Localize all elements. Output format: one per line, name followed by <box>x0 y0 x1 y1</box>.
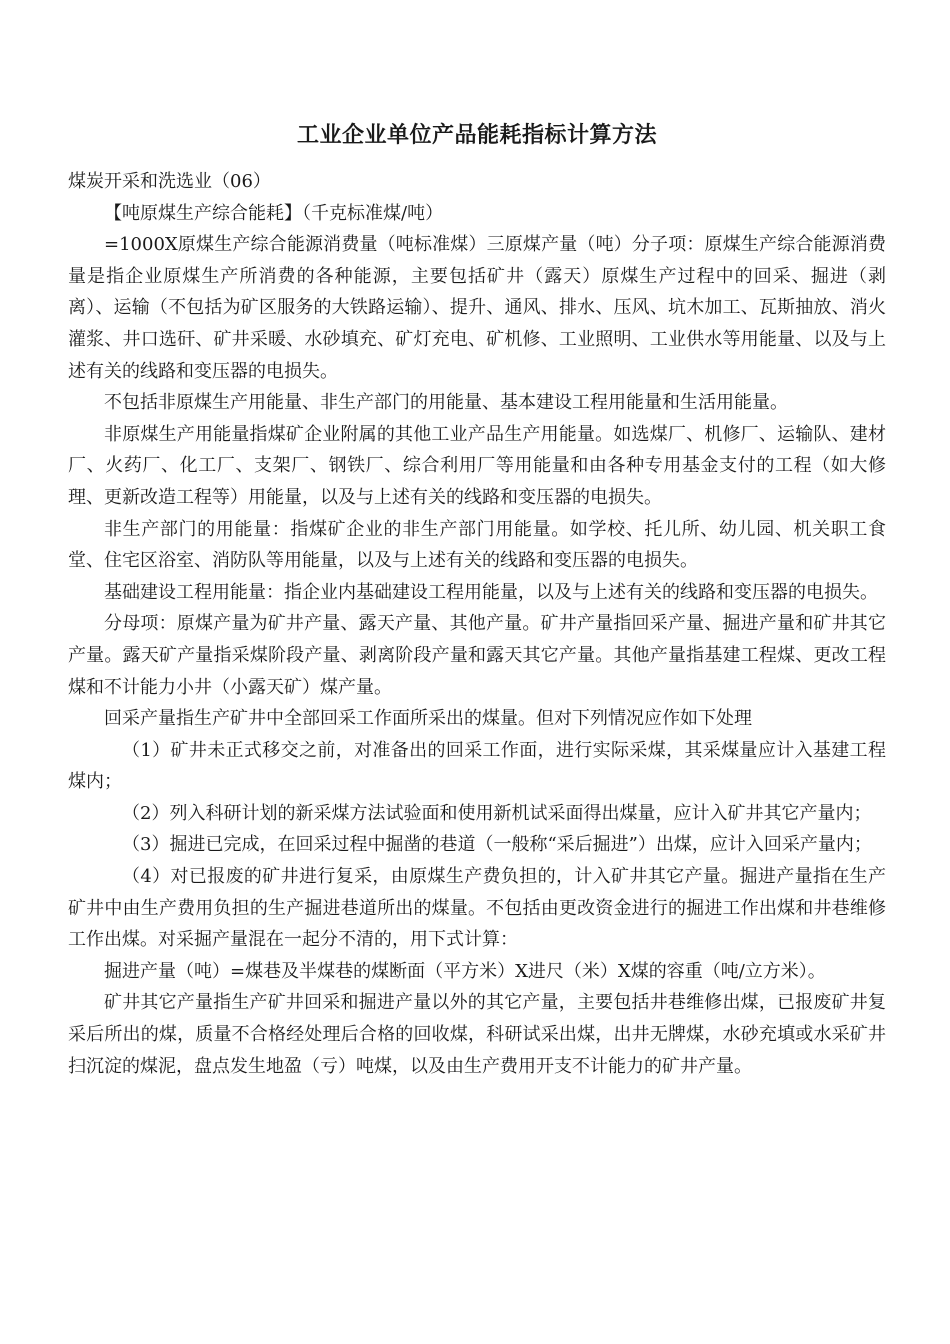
paragraph-other-output: 矿井其它产量指生产矿井回采和掘进产量以外的其它产量，主要包括井巷维修出煤，已报废矿井复采后所出的煤，质量不合格经处理后合格的回收煤，科研试采出煤，出井无牌煤，水砂充填或水采矿井扫沉淀的煤泥，盘点发生地盈（亏）吨煤，以及由生产费用开支不计能力的矿井产量。 <box>68 992 886 1077</box>
paragraph-construction-energy: 基础建设工程用能量：指企业内基础建设工程用能量，以及与上述有关的线路和变压器的电损失。 <box>104 581 878 603</box>
paragraph-formula-numerator: =1000X原煤生产综合能源消费量（吨标准煤）三原煤产量（吨）分子项：原煤生产综合能源消费量是指企业原煤生产所消费的各种能源，主要包括矿井（露天）原煤生产过程中的回采、掘进（剥离）、运输（不包括为矿区服务的大铁路运输）、提升、通风、排水、压风、坑木加工、瓦斯抽放、消火灌浆、井口选矸、矿井采暖、水砂填充、矿灯充电、矿机修、工业照明、工业供水等用能量、以及与上述有关的线路和变压器的电损失。 <box>68 234 886 382</box>
list-item: （3）掘进已完成，在回采过程中掘凿的巷道（一般称“采后掘进”）出煤，应计入回采产量内； <box>122 834 872 856</box>
list-item: （1）矿井未正式移交之前，对准备出的回采工作面，进行实际采煤，其采煤量应计入基建工程煤内； <box>68 739 886 793</box>
document-page <box>68 118 886 1082</box>
paragraph-exclusions: 不包括非原煤生产用能量、非生产部门的用能量、基本建设工程用能量和生活用能量。 <box>104 392 788 414</box>
list-item: （2）列入科研计划的新采煤方法试验面和使用新机试采面得出煤量，应计入矿井其它产量内； <box>122 802 872 824</box>
list-item: （4）对已报废的矿井进行复采，由原煤生产费负担的，计入矿井其它产量。掘进产量指在生产矿井中由生产费用负担的生产掘进巷道所出的煤量。不包括由更改资金进行的掘进工作出煤和井巷维修工作出煤。对采掘产量混在一起分不清的，用下式计算： <box>68 866 886 951</box>
document-title: 工业企业单位产品能耗指标计算方法 <box>296 122 657 148</box>
paragraph-non-coal-energy: 非原煤生产用能量指煤矿企业附属的其他工业产品生产用能量。如选煤厂、机修厂、运输队、建材厂、火药厂、化工厂、支架厂、钢铁厂、综合利用厂等用能量和由各种专用基金支付的工程（如大修理、更新改造工程等）用能量，以及与上述有关的线路和变压器的电损失。 <box>68 423 886 508</box>
paragraph-denominator: 分母项：原煤产量为矿井产量、露天产量、其他产量。矿井产量指回采产量、掘进产量和矿井其它产量。露天矿产量指采煤阶段产量、剥离阶段产量和露天其它产量。其他产量指基建工程煤、更改工程煤和不计能力小井（小露天矿）煤产量。 <box>68 613 886 698</box>
section-heading: 煤炭开采和洗选业（06） <box>68 171 271 192</box>
metric-heading: 【吨原煤生产综合能耗】（千克标准煤/吨） <box>104 202 444 224</box>
formula-line: 掘进产量（吨）=煤巷及半煤巷的煤断面（平方米）X进尺（米）X煤的容重（吨/立方米）。 <box>104 960 826 982</box>
paragraph-non-production-energy: 非生产部门的用能量：指煤矿企业的非生产部门用能量。如学校、托儿所、幼儿园、机关职工食堂、住宅区浴室、消防队等用能量，以及与上述有关的线路和变压器的电损失。 <box>68 518 886 572</box>
paragraph-mining-output: 回采产量指生产矿井中全部回采工作面所采出的煤量。但对下列情况应作如下处理 <box>104 708 752 730</box>
